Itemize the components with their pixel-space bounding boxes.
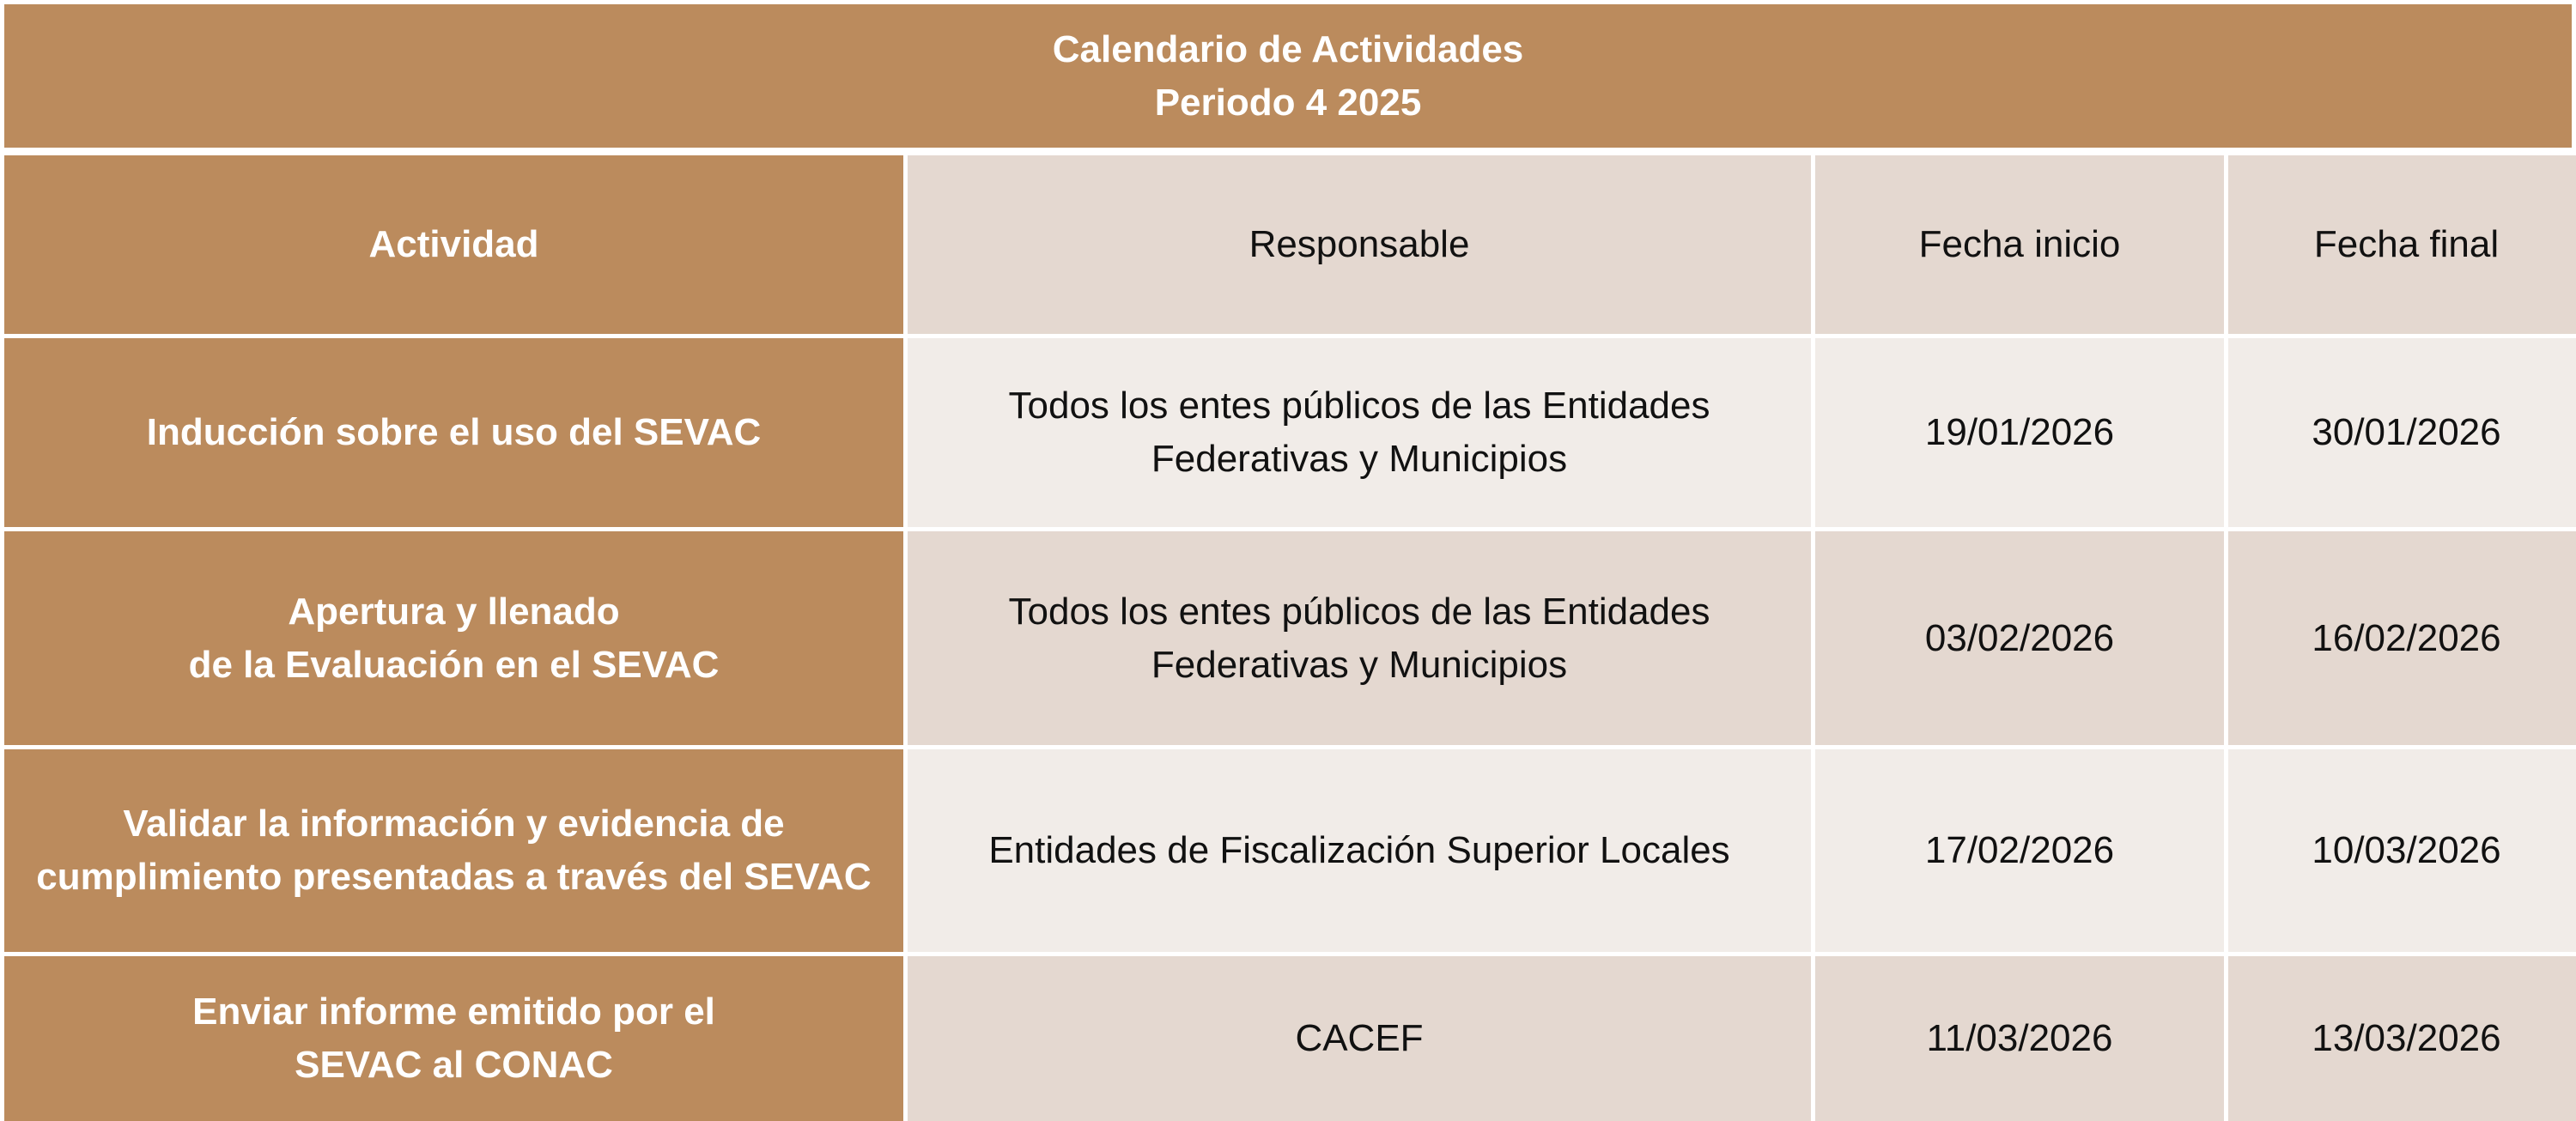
row-4-actividad-line-1: Enviar informe emitido por el [192, 991, 715, 1033]
row-4-actividad-line-2: SEVAC al CONAC [295, 1044, 613, 1086]
row-3-fecha-inicio: 17/02/2026 [1815, 749, 2224, 952]
row-1-actividad-line-1: Inducción sobre el uso del SEVAC [146, 411, 762, 453]
row-4-actividad [4, 956, 903, 1121]
row-1-responsable [908, 338, 1811, 527]
row-4-fecha-inicio: 11/03/2026 [1815, 956, 2224, 1121]
row-4-fecha-final: 13/03/2026 [2228, 956, 2576, 1121]
row-3-actividad [4, 749, 903, 952]
row-2-fecha-final: 16/02/2026 [2228, 531, 2576, 745]
row-2-responsable-line-2: Federativas y Municipios [1151, 643, 1568, 686]
calendar-header [4, 4, 2572, 148]
row-4-responsable-line-1: CACEF [1295, 1017, 1424, 1059]
row-2-actividad [4, 531, 903, 745]
row-3-actividad-line-2: cumplimiento presentadas a través del SEVAC [36, 856, 872, 898]
row-2-fecha-inicio: 03/02/2026 [1815, 531, 2224, 745]
row-1-fecha-final: 30/01/2026 [2228, 338, 2576, 527]
row-3-fecha-final: 10/03/2026 [2228, 749, 2576, 952]
calendar-title: Calendario de Actividades [1052, 27, 1524, 70]
row-1-fecha-inicio: 19/01/2026 [1815, 338, 2224, 527]
row-1-actividad [4, 338, 903, 527]
row-2-actividad-line-2: de la Evaluación en el SEVAC [188, 643, 720, 686]
column-header-responsable: Responsable [908, 155, 1811, 334]
row-1-responsable-line-2: Federativas y Municipios [1151, 438, 1568, 480]
row-2-actividad-line-1: Apertura y llenado [288, 590, 620, 633]
column-header-fecha-final: Fecha final [2228, 155, 2576, 334]
row-3-responsable [908, 749, 1811, 952]
column-header-fecha-inicio: Fecha inicio [1815, 155, 2224, 334]
row-2-responsable [908, 531, 1811, 745]
calendar-period: Periodo 4 2025 [1154, 81, 1422, 124]
activities-table [4, 155, 2572, 1104]
row-3-actividad-line-1: Validar la información y evidencia de [123, 803, 785, 845]
row-2-responsable-line-1: Todos los entes públicos de las Entidades [1008, 590, 1710, 633]
row-4-responsable [908, 956, 1811, 1121]
column-header-actividad: Actividad [4, 155, 903, 334]
row-1-responsable-line-1: Todos los entes públicos de las Entidades [1008, 385, 1710, 427]
row-3-responsable-line-1: Entidades de Fiscalización Superior Locales [988, 829, 1730, 871]
